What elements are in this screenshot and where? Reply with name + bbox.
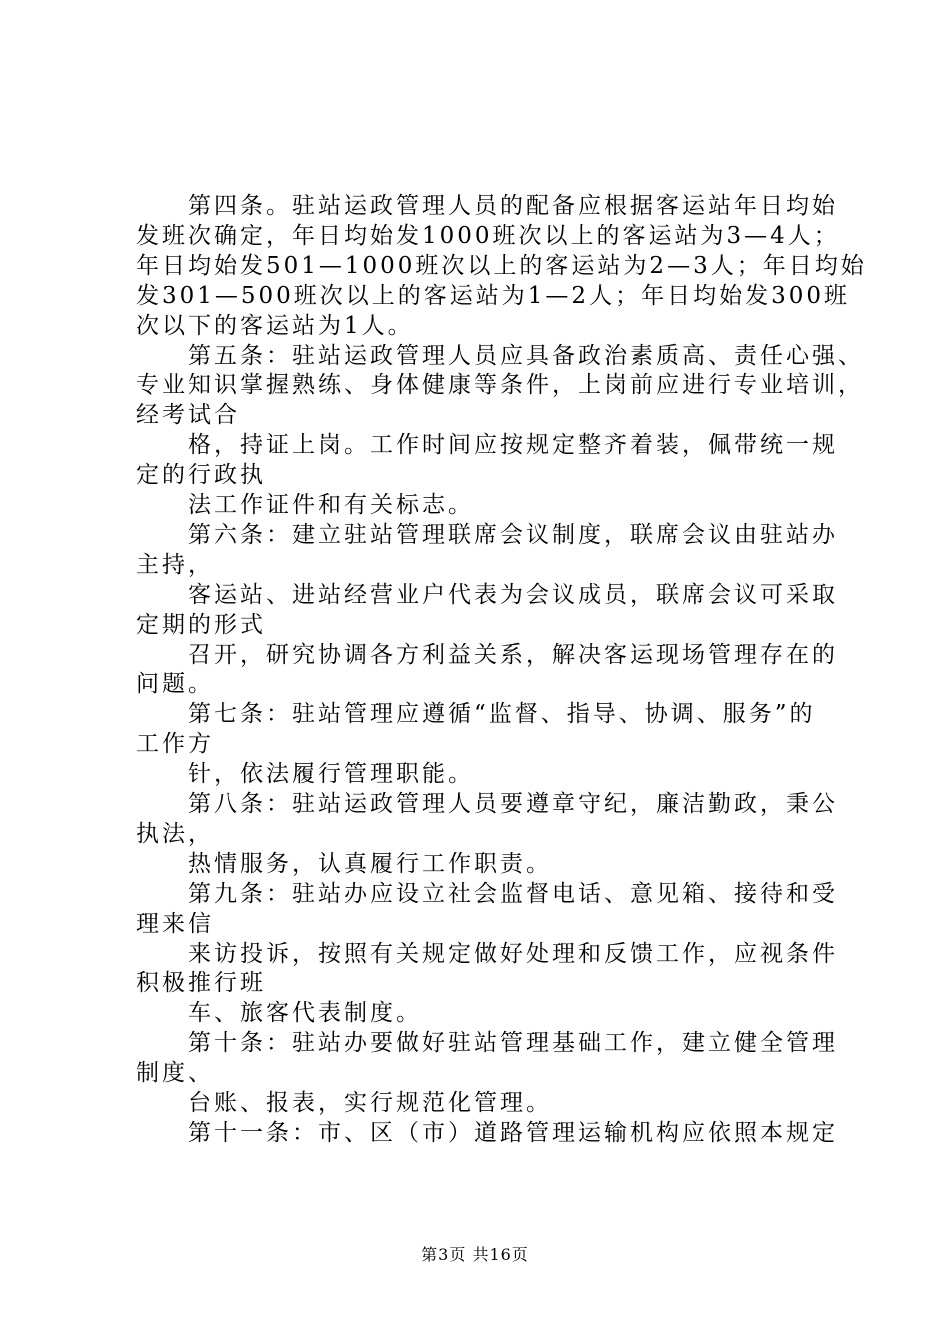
text-line: 次以下的客运站为1人。 (136, 313, 414, 339)
text-line: 热情服务，认真履行工作职责。 (136, 851, 552, 877)
text-line: 积极推行班 (136, 970, 266, 996)
text-line: 经考试合 (136, 402, 240, 428)
text-line: 第八条：驻站运政管理人员要遵章守纪，廉洁勤政，秉公 (136, 791, 838, 817)
text-line: 客运站、进站经营业户代表为会议成员，联席会议可采取 (136, 582, 838, 608)
text-line: 台账、报表，实行规范化管理。 (136, 1090, 552, 1116)
text-line: 针，依法履行管理职能。 (136, 761, 474, 787)
text-line: 第四条。驻站运政管理人员的配备应根据客运站年日均始 (136, 193, 838, 219)
text-line: 第七条：驻站管理应遵循“监督、指导、协调、服务”的 (136, 701, 816, 727)
text-line: 理来信 (136, 911, 214, 937)
text-line: 年日均始发501—1000班次以上的客运站为2—3人；年日均始 (136, 253, 867, 279)
text-line: 主持， (136, 552, 214, 578)
page-footer: 第3页 共16页 (421, 1245, 529, 1264)
text-line: 发班次确定，年日均始发1000班次以上的客运站为3—4人； (136, 223, 840, 249)
text-line: 发301—500班次以上的客运站为1—2人；年日均始发300班 (136, 283, 850, 309)
text-line: 执法， (136, 821, 214, 847)
text-line: 格，持证上岗。工作时间应按规定整齐着装，佩带统一规 (136, 432, 838, 458)
text-line: 法工作证件和有关标志。 (136, 492, 474, 518)
text-line: 来访投诉，按照有关规定做好处理和反馈工作，应视条件 (136, 941, 838, 967)
text-line: 第十条：驻站办要做好驻站管理基础工作，建立健全管理 (136, 1030, 838, 1056)
text-line: 召开，研究协调各方利益关系，解决客运现场管理存在的 (136, 642, 838, 668)
text-line: 定的行政执 (136, 462, 266, 488)
text-line: 专业知识掌握熟练、身体健康等条件，上岗前应进行专业培训， (136, 372, 864, 398)
text-line: 第五条：驻站运政管理人员应具备政治素质高、责任心强、 (136, 343, 864, 369)
text-line: 制度、 (136, 1060, 214, 1086)
text-line: 问题。 (136, 671, 214, 697)
text-line: 工作方 (136, 731, 214, 757)
text-line: 车、旅客代表制度。 (136, 1000, 422, 1026)
text-line: 定期的形式 (136, 612, 266, 638)
text-line: 第九条：驻站办应设立社会监督电话、意见箱、接待和受 (136, 881, 838, 907)
text-line: 第十一条：市、区（市）道路管理运输机构应依照本规定 (136, 1120, 838, 1146)
text-line: 第六条：建立驻站管理联席会议制度，联席会议由驻站办 (136, 522, 838, 548)
